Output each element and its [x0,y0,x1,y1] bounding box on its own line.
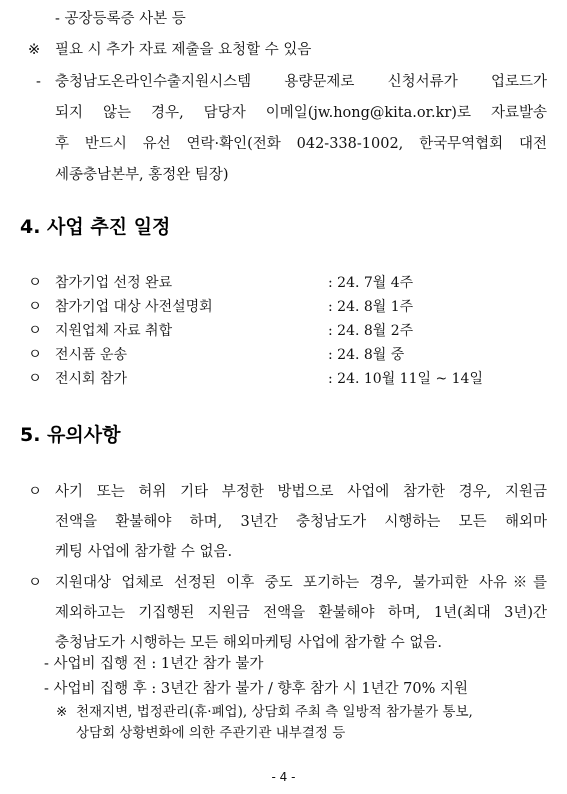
bullet-icon: ㅇ [28,275,43,291]
upload-line: 후 반드시 유선 연락·확인(전화 042-338-1002, 한국무역협회 대전 [55,136,547,152]
schedule-date: : 24. 10월 11일 ~ 14일 [328,371,483,387]
bullet-icon: ㅇ [28,484,43,500]
upload-line: 충청남도온라인수출지원시스템 용량문제로 신청서류가 업로드가 [55,74,547,90]
page-number: - 4 - [271,770,296,784]
sub-item: - 사업비 집행 후 : 3년간 참가 불가 / 향후 참가 시 1년간 70% 지원 [44,681,469,697]
paragraph-line: 충청남도가 시행하는 모든 해외마케팅 사업에 참가할 수 없음. [55,635,443,651]
schedule-label: 참가기업 대상 사전설명회 [55,299,213,315]
footnote-line: 천재지변, 법정관리(휴·폐업), 상담회 주최 측 일방적 참가불가 통보, [76,704,473,720]
upload-line: 되지 않는 경우, 담당자 이메일(jw.hong@kita.or.kr)로 자료발송 [55,105,547,121]
schedule-label: 전시품 운송 [55,347,128,363]
upload-dash: - [36,74,41,90]
bullet-icon: ㅇ [28,299,43,315]
schedule-date: : 24. 8월 1주 [328,299,414,315]
section-4-title: 4. 사업 추진 일정 [20,216,171,238]
paragraph-line: 전액을 환불해야 하며, 3년간 충청남도가 시행하는 모든 해외마 [55,514,547,530]
section-5-title: 5. 유의사항 [20,424,121,446]
schedule-label: 전시회 참가 [55,371,128,387]
footnote-line: 상담회 상황변화에 의한 주관기관 내부결정 등 [76,725,346,741]
bullet-icon: ㅇ [28,323,43,339]
document-item-line: - 공장등록증 사본 등 [55,11,186,27]
bullet-icon: ㅇ [28,575,43,591]
schedule-date: : 24. 8월 중 [328,347,405,363]
schedule-label: 참가기업 선정 완료 [55,275,173,291]
schedule-date: : 24. 8월 2주 [328,323,414,339]
schedule-label: 지원업체 자료 취합 [55,323,173,339]
bullet-icon: ㅇ [28,347,43,363]
note-mark: ※ [28,42,41,58]
sub-item: - 사업비 집행 전 : 1년간 참가 불가 [44,656,264,672]
footnote-mark: ※ [56,704,68,720]
note-text: 필요 시 추가 자료 제출을 요청할 수 있음 [55,42,312,58]
bullet-icon: ㅇ [28,371,43,387]
upload-line: 세종충남본부, 홍정완 팀장) [55,167,229,183]
schedule-date: : 24. 7월 4주 [328,275,414,291]
paragraph-line: 케팅 사업에 참가할 수 없음. [55,544,233,560]
paragraph-line: 사기 또는 허위 기타 부정한 방법으로 사업에 참가한 경우, 지원금 [55,484,547,500]
paragraph-line: 지원대상 업체로 선정된 이후 중도 포기하는 경우, 불가피한 사유※를 [55,575,547,591]
paragraph-line: 제외하고는 기집행된 지원금 전액을 환불해야 하며, 1년(최대 3년)간 [55,605,547,621]
